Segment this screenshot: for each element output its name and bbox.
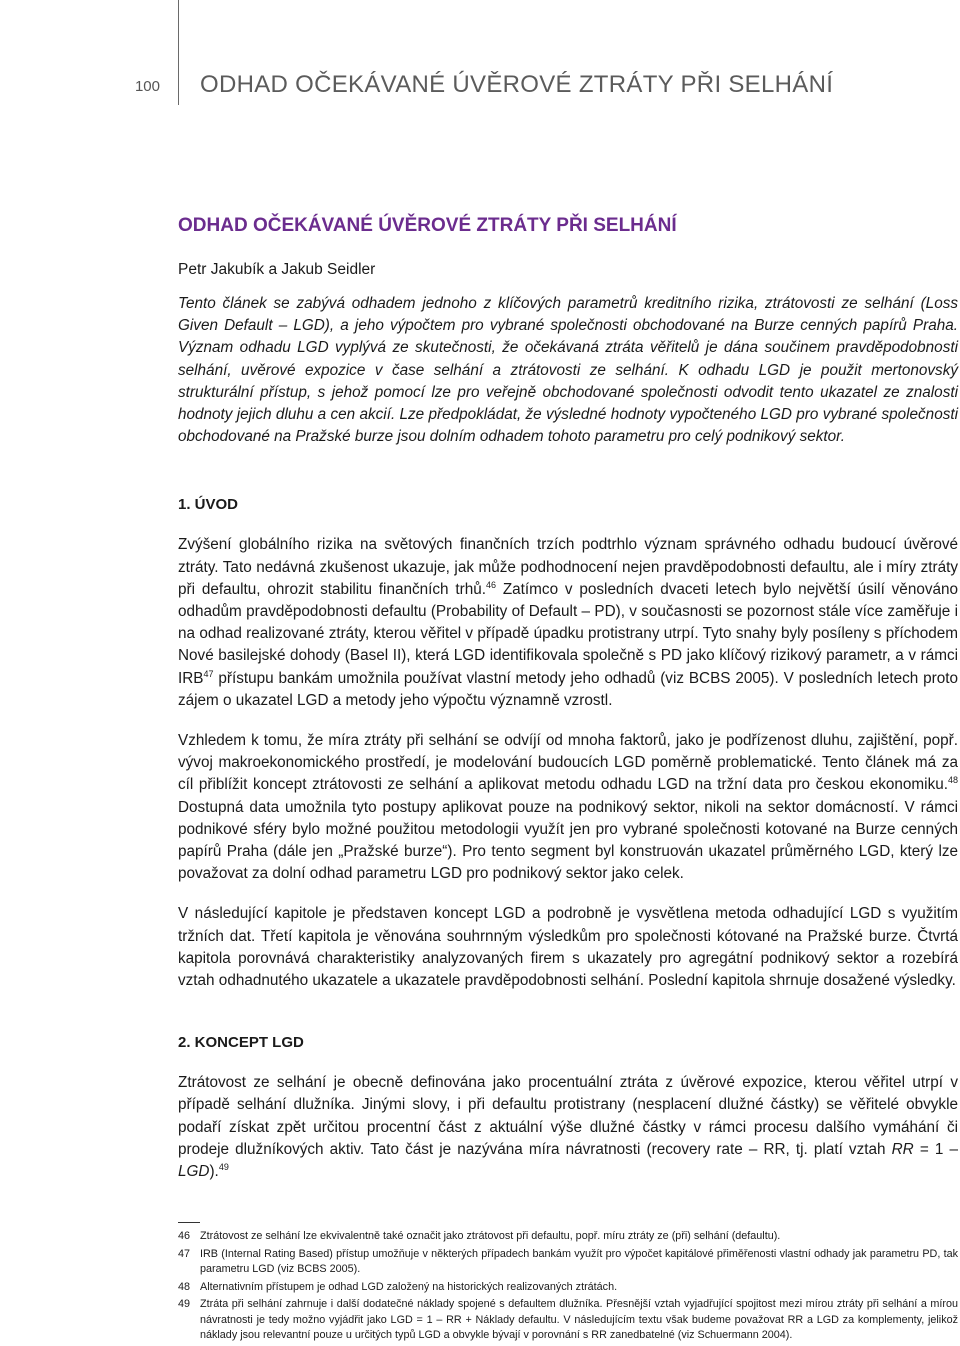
section-introduction — [178, 494, 958, 992]
paragraph — [178, 1072, 958, 1183]
equation-text: = 1 – — [913, 1140, 958, 1158]
footnote-number: 46 — [178, 1230, 191, 1242]
paragraph-text: Dostupná data umožnila tyto postupy aplikovat pouze na podnikový sektor, nikoli na sektor domácností. V rámci podnikové sféry bylo možné použitou metodologii využít jen pro vybrané společnosti kotované na Burze cenných papírů Praha (dále jen „Pražské burze“). Pro tento segment byl konstruován ukazatel průměrného LGD, který lze považovat za dolní odhad parametru LGD pro podnikový sektor jako celek. — [178, 798, 958, 883]
page-number: 100 — [134, 78, 160, 95]
article-abstract: Tento článek se zabývá odhadem jednoho z klíčových parametrů kreditního rizika, ztrátovosti ze selhání (Loss Given Default – LGD), a jeho výpočtem pro vybrané společnosti obchodované na Burze cenných papírů Praha. Význam odhadu LGD vyplývá ze skutečnosti, že očekávaná ztráta věřitelů je dána součinem pravděpodobnosti selhání, uvěrové expozice v čase selhání a ztrátovosti ze selhání. K odhadu LGD je použit mertonovský strukturální přístup, s jehož pomocí lze pro veřejně obchodované společnosti odvodit tento ukazatel ze znalosti hodnoty jejich dluhu a cen akcií. Lze předpokládat, že výsledné hodnoty vypočteného LGD pro vybrané společnosti obchodované na Pražské burze jsou dolním odhadem tohoto parametru pro celý podnikový sektor. — [178, 295, 958, 446]
paragraph-text: V následující kapitole je představen koncept LGD a podrobně je vysvětlena metoda odhadující LGD s využitím tržních dat. Třetí kapitola je věnována souhrnným výsledkům pro společnosti kótované na Pražské burze. Čtvrtá kapitola porovnává charakteristiky analyzovaných firem s ukazately pro agregátní podnikový sektor a rozebírá vztah odhadnutého ukazatele a ukazatele pravděpodobnosti selhání. Poslední kapitola shrnuje dosažené výsledky. — [178, 905, 958, 990]
paragraph — [178, 903, 958, 992]
equation-variable: LGD — [178, 1163, 210, 1181]
paragraph-text: Zvýšení globálního rizika na světových finančních trzích podtrhlo význam správného odhadu budoucí úvěrové ztráty. Tato nedávná zkušenost ukazuje, jak může podhodnocení nejen pravděpodobnosti defaultu, ale i míry ztráty při defaultu, ohrozit stabilitu finančních trhů. — [178, 536, 958, 598]
footnote-text: Ztrátovost ze selhání lze ekvivalentně také označit jako ztrátovost při defaultu, popř. míru ztráty ze (při) selhání (defaultu). — [200, 1230, 781, 1242]
footnote-text: IRB (Internal Rating Based) přístup umožňuje v některých případech bankám využít pro výpočet kapitálové přiměřenosti vlastní odhady jak parametru PD, tak parametru LGD (viz BCBS 2005). — [200, 1247, 958, 1275]
footnote-ref[interactable]: 49 — [218, 1162, 229, 1172]
footnote — [178, 1247, 958, 1278]
article-authors: Petr Jakubík a Jakub Seidler — [178, 261, 376, 278]
footnote-number: 47 — [178, 1247, 191, 1260]
footnote-number: 49 — [178, 1298, 191, 1310]
footnote — [178, 1280, 958, 1296]
running-title: ODHAD OČEKÁVANÉ ÚVĚROVÉ ZTRÁTY PŘI SELHÁNÍ — [200, 71, 834, 98]
footnote-number: 48 — [178, 1280, 191, 1293]
footnote-ref[interactable]: 47 — [203, 668, 214, 679]
section-heading: 2. KONCEPT LGD — [178, 1034, 304, 1052]
header-divider — [178, 0, 179, 105]
paragraph-text: Zatímco v posledních dvaceti letech bylo největší úsilí věnováno odhadům pravděpodobnosti defaultu (Probability of Default – PD), v současnosti se pozornost stále více zaměřuje i na odhad realizované ztráty, kterou věřitel v případě úpadku protistrany utrpí. Tyto snahy byly posíleny s příchodem Nové basilejské dohody (Basel II), která LGD identifikovala společně s PD jako klíčový rizikový parametr, a v rámci IRB — [178, 580, 959, 687]
footnotes — [178, 1222, 958, 1346]
paragraph-text: Vzhledem k tomu, že míra ztráty při selhání se odvíjí od mnoha faktorů, jako je podřízenost dluhu, zajištění, popř. vývoj makroekonomického prostředí, je modelování budoucích LGD poměrně problematické. Tento článek má za cíl přiblížit koncept ztrátovosti ze selhání a aplikovat metodu odhadu LGD na tržní data pro českou ekonomiku. — [178, 732, 958, 794]
section-heading: 1. ÚVOD — [178, 496, 239, 514]
equation-variable: RR — [891, 1140, 914, 1158]
paragraph-text: přístupu bankám umožnila používat vlastní metody jeho odhadů (viz BCBS 2005). V posledních letech proto zájem o ukazatel LGD a metody jeho výpočtu významně vzrostl. — [178, 669, 958, 709]
article-title: ODHAD OČEKÁVANÉ ÚVĚROVÉ ZTRÁTY PŘI SELHÁNÍ — [178, 215, 677, 236]
footnote — [178, 1229, 958, 1245]
footnote — [178, 1297, 958, 1344]
paragraph-text: ). — [209, 1163, 219, 1181]
footnote-ref[interactable]: 48 — [947, 775, 958, 786]
paragraph — [178, 730, 958, 885]
footnote-text: Ztráta při selhání zahrnuje i další dodatečné náklady spojené s defaultem dlužníka. Přesnější vztah vyjadřující spojitost mezi mírou ztráty při selhání a mírou návratnosti je tedy možno vyjádřit jako LGD = 1 – RR + Náklady defaultu. V následujícím textu však budeme považovat RR a LGD za komplementy, jelikož náklady jsou relevantní pouze u určitých typů LGD a obvykle bývají v porovnání s RR zanedbatelné (viz Schuermann 2004). — [200, 1298, 958, 1341]
section-lgd-concept — [178, 1032, 958, 1183]
footnote-divider — [178, 1222, 200, 1223]
footnote-text: Alternativním přístupem je odhad LGD založený na historických realizovaných ztrátách. — [200, 1280, 618, 1293]
paragraph-text: Ztrátovost ze selhání je obecně definována jako procentuální ztráta z úvěrové expozice, kterou věřitel utrpí v případě selhání dlužníka. Jinými slovy, i při defaultu protistrany (nesplacení dlužné částky) se věřitelé obvykle podaří získat zpět určitou procentní část z aktuální výše dlužné částky v rámci procesu dalšího vymáhání či prodeje dlužníkových aktiv. Tato část je nazývána míra návratnosti (recovery rate – RR, tj. platí vztah — [178, 1074, 958, 1158]
footnote-ref[interactable]: 46 — [485, 579, 496, 590]
article-body — [178, 212, 958, 1183]
paragraph — [178, 534, 958, 712]
